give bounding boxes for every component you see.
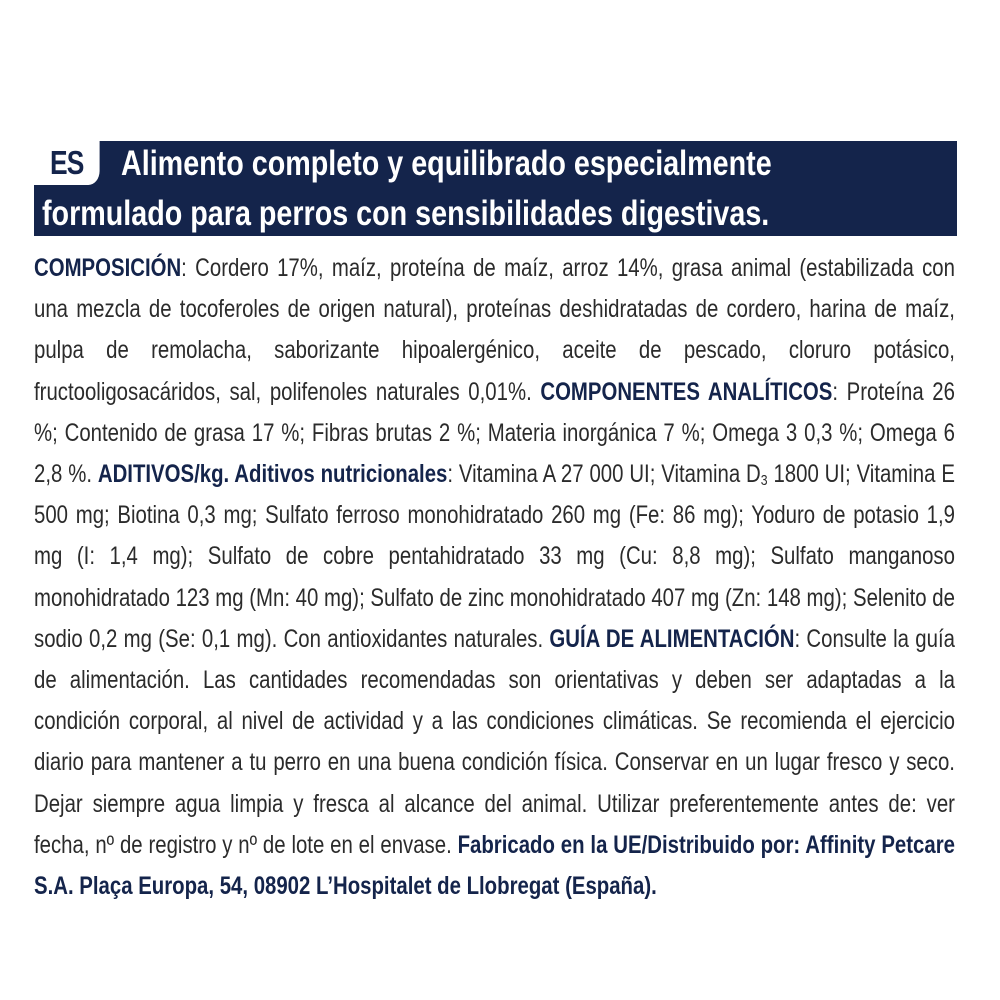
feeding-label: GUÍA DE ALIMENTACIÓN — [549, 624, 795, 653]
header-title-line-2: formulado para perros con sensibilidades digestivas. — [42, 194, 770, 233]
composition-label: COMPOSICIÓN — [34, 254, 182, 282]
additives-text-b: 1800 UI; Vitamina E 500 mg; Biotina 0,3 mg; Sulfato ferroso monohidratado 260 mg (Fe: 86 mg); Yoduro de potasio 1,9 mg (I: 1,4 mg); Sulfato de cobre pentahidratado 33 mg (Cu: 8,8 mg); Sulfato manganoso monohidratado 123 mg (Mn: 40 mg); Sulfato de zinc monohidratado 407 mg (Zn: 148 mg); Selenito de sodio 0,2 mg (Se: 0,1 mg). Con antioxidantes naturales. — [34, 460, 955, 653]
label-body-text — [34, 248, 955, 907]
additives-text-a: : Vitamina A 27 000 UI; Vitamina D — [447, 460, 761, 489]
vitamin-d-subscript: 3 — [760, 472, 768, 490]
language-badge: ES — [34, 141, 100, 185]
analytical-text: : Proteína 26 %; Contenido de grasa 17 %; Fibras brutas 2 %; Materia inorgánica 7 %; Omega 3 0,3 %; Omega 6 2,8 %. — [34, 377, 955, 489]
header-title-line-1: Alimento completo y equilibrado especialmente — [121, 144, 772, 183]
analytical-label: COMPONENTES ANALÍTICOS — [540, 377, 833, 406]
feeding-text: : Consulte la guía de alimentación. Las cantidades recomendadas son orientativas y deben ser adaptadas a la condición corporal, al nivel de actividad y a las condiciones climáticas. Se recomienda el ejercicio diario para mantener a tu perro en una buena condición física. Conservar en un lugar fresco y seco. Dejar siempre agua limpia y fresca al alcance del animal. Utilizar preferentemente antes de: ver fecha, nº de registro y nº de lote en el envase. — [34, 624, 955, 859]
manufacturer-text: Fabricado en la UE/Distribuido por: Affinity Petcare S.A. Plaça Europa, 54, 08902 L’Hospitalet de Llobregat (España). — [34, 830, 955, 901]
additives-label: ADITIVOS/kg. Aditivos nutricionales — [97, 460, 448, 489]
composition-text: : Cordero 17%, maíz, proteína de maíz, arroz 14%, grasa animal (estabilizada con una mezcla de tocoferoles de origen natural), proteínas deshidratadas de cordero, harina de maíz, pulpa de remolacha, saborizante hipoalergénico, aceite de pescado, cloruro potásico, fructooligosacáridos, sal, polifenoles naturales 0,01%. — [34, 254, 955, 406]
